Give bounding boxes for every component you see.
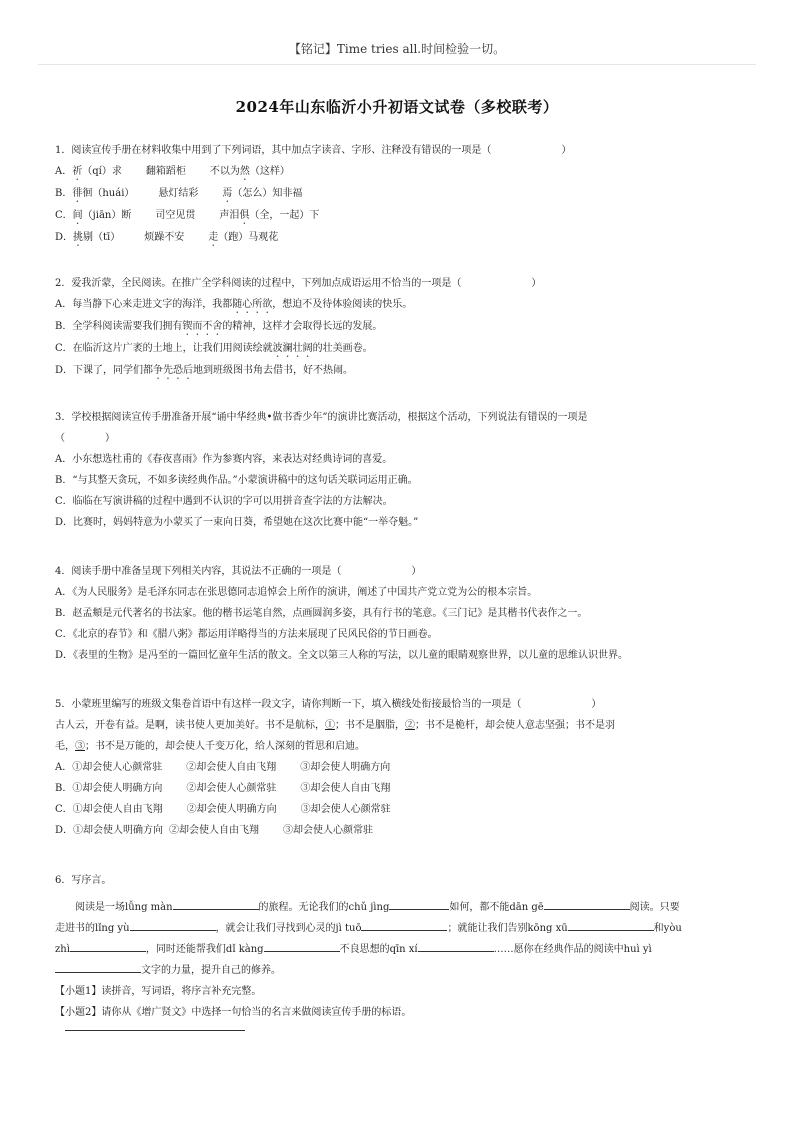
paren-close: ） xyxy=(531,278,542,289)
question-stem-text: 4．阅读手册中准备呈现下列相关内容，其说法不正确的一项是（ xyxy=(55,566,342,577)
question-3-stem: 3．学校根据阅读宣传手册准备开展“诵中华经典•做书香少年”的演讲比赛活动，根据这个活动，下列说法有错误的一项是 xyxy=(55,412,588,423)
option-c xyxy=(55,205,745,227)
option-part: ②却会使人心颜常驻 xyxy=(186,783,277,794)
dotted-char: 挑 xyxy=(73,232,84,243)
option-word: （jiān）断 xyxy=(82,210,132,221)
question-5 xyxy=(55,694,745,841)
option-word: 司空见贯 xyxy=(155,210,196,221)
preface-text: 阅读。只要 xyxy=(629,902,680,913)
header-divider xyxy=(38,64,756,65)
option-word: 徊（huái） xyxy=(82,188,135,199)
question-5-stem xyxy=(55,694,745,715)
option-word: （跑）马观花 xyxy=(218,232,279,243)
preface-text: ，就会让我们寻找到心灵的jì tuō xyxy=(215,923,362,934)
option-text: B．全学科阅读需要我们拥有 xyxy=(55,321,183,332)
option-d xyxy=(55,227,745,249)
question-1 xyxy=(55,140,745,249)
option-part: ③却会使人心颜常驻 xyxy=(283,825,374,836)
preface-text: 走进书的lǐng yù xyxy=(55,923,130,934)
option-letter: C． xyxy=(55,210,73,221)
dotted-char: 俱 xyxy=(239,210,250,221)
option-text: 的壮美画卷。 xyxy=(312,343,373,354)
preface-text: ；就能让我们告别kōng xū xyxy=(447,923,568,934)
preface-text: 的旅程。无论我们的chǔ jìng xyxy=(258,902,390,913)
option-c: C．《北京的春节》和《腊八粥》都运用详略得当的方法来展现了民风民俗的节日画卷。 xyxy=(55,629,438,640)
passage-line-1 xyxy=(55,715,745,736)
paren-open: （ xyxy=(55,433,65,444)
dotted-char: 走 xyxy=(208,232,219,243)
blank-marker-1: ① xyxy=(325,720,335,731)
option-b xyxy=(55,778,745,799)
option-word: （qí）求 xyxy=(82,166,122,177)
option-a xyxy=(55,294,745,316)
preface-text: 如何，都不能dān gē xyxy=(449,902,544,913)
option-letter: A． xyxy=(55,762,73,773)
blank-marker-3: ③ xyxy=(75,741,85,752)
paren-close: ） xyxy=(411,566,422,577)
option-letter: B． xyxy=(55,188,73,199)
fill-blank[interactable] xyxy=(568,918,654,931)
option-part: ②却会使人明确方向 xyxy=(186,804,277,815)
option-word: 烦躁不安 xyxy=(144,232,185,243)
option-b xyxy=(55,183,745,205)
preface-text: 文字的力量，提升自己的修养。 xyxy=(141,965,281,976)
fill-blank[interactable] xyxy=(130,918,216,931)
option-letter: D． xyxy=(55,825,74,836)
question-4-stem xyxy=(55,561,745,582)
fill-blank[interactable] xyxy=(418,939,494,952)
dotted-char: 然 xyxy=(239,166,250,177)
option-part: ③却会使人明确方向 xyxy=(300,762,391,773)
preface-text: 阅读是一场lǚng màn xyxy=(75,902,173,913)
question-2 xyxy=(55,273,745,382)
fill-blank[interactable] xyxy=(55,960,141,973)
option-word: （全，一起）下 xyxy=(249,210,320,221)
option-a xyxy=(55,757,745,778)
fill-blank[interactable] xyxy=(361,918,447,931)
option-word: 不以为 xyxy=(209,166,240,177)
preface-text: ，同时还能帮我们dǐ kàng xyxy=(145,944,264,955)
paren-close: ） xyxy=(105,433,115,444)
option-text: A．每当静下心来走进文字的海洋，我都 xyxy=(55,299,233,310)
question-stem-text: 1．阅读宣传手册在材料收集中用到了下列词语，其中加点字读音、字形、注释没有错误的一项是（ xyxy=(55,145,492,156)
option-text: 的精神，这样才会取得长远的发展。 xyxy=(222,321,383,332)
dotted-char: 徘 xyxy=(72,188,83,199)
option-d: D．比赛时，妈妈特意为小蒙买了一束向日葵，希望她在这次比赛中能“一举夺魁。” xyxy=(55,517,419,528)
option-letter: C． xyxy=(55,804,73,815)
option-letter: A． xyxy=(55,166,73,177)
option-part: ③却会使人心颜常驻 xyxy=(300,804,391,815)
option-c xyxy=(55,799,745,820)
dotted-char: 间 xyxy=(72,210,83,221)
sub-question-1: 【小题1】读拼音，写词语，将序言补充完整。 xyxy=(55,986,262,997)
question-6-stem: 6．写序言。 xyxy=(55,875,112,886)
option-text: 地到班级图书角去借书，好不热闹。 xyxy=(193,365,354,376)
option-a: A．小东想选杜甫的《春夜喜雨》作为参赛内容，来表达对经典诗词的喜爱。 xyxy=(55,454,393,465)
option-d xyxy=(55,820,745,841)
question-6 xyxy=(55,870,745,1023)
page-title: 2024年山东临沂小升初语文试卷（多校联考） xyxy=(235,98,559,116)
passage-text: ；书不是桅杆，却会使人意志坚强；书不是羽 xyxy=(415,720,615,731)
dotted-idiom: 波澜壮阔 xyxy=(272,343,313,354)
option-word: （怎么）知非福 xyxy=(232,188,303,199)
dotted-idiom: 锲而不舍 xyxy=(182,321,223,332)
preface-line-4 xyxy=(55,960,745,981)
option-b: B．“与其整天贪玩，不如多读经典作品。”小蒙演讲稿中的这句话关联词运用正确。 xyxy=(55,475,418,486)
question-3 xyxy=(55,407,745,533)
option-text: C．在临沂这片广袤的土地上，让我们用阅读绘就 xyxy=(55,343,273,354)
dotted-idiom: 随心所欲 xyxy=(232,299,273,310)
question-stem-text: 5．小蒙班里编写的班级文集卷首语中有这样一段文字，请你判断一下，填入横线处衔接最恰当的一项是（ xyxy=(55,699,522,710)
fill-blank[interactable] xyxy=(264,939,340,952)
preface-line-1 xyxy=(55,897,745,918)
option-word: 声泪 xyxy=(219,210,240,221)
preface-line-3 xyxy=(55,939,745,960)
passage-text: 古人云，开卷有益。是啊，读书使人更加美好。书不是航标， xyxy=(55,720,325,731)
preface-text: 不良思想的qīn xí xyxy=(339,944,418,955)
option-part: ③却会使人自由飞翔 xyxy=(300,783,391,794)
dotted-char: 焉 xyxy=(222,188,233,199)
fill-blank[interactable] xyxy=(544,897,630,910)
preface-text: zhì xyxy=(55,944,70,955)
option-word: 悬灯结彩 xyxy=(158,188,199,199)
question-stem-text: 2．爱我沂蒙，全民阅读。在推广全学科阅读的过程中，下列加点成语运用不恰当的一项是（ xyxy=(55,278,462,289)
option-word: 剔（tī） xyxy=(83,232,121,243)
option-b: B．赵孟頫是元代著名的书法家。他的楷书运笔自然，点画圆润多姿，具有行书的笔意。《三门记》是其楷书代表作之一。 xyxy=(55,608,588,619)
passage-text: 毛， xyxy=(55,741,75,752)
preface-line-2 xyxy=(55,918,745,939)
option-part: ②却会使人自由飞翔 xyxy=(169,825,260,836)
option-part: ①却会使人明确方向 xyxy=(73,825,164,836)
preface-text: 和yòu xyxy=(653,923,682,934)
option-b xyxy=(55,316,745,338)
option-a: A．《为人民服务》是毛泽东同志在张思德同志追悼会上所作的演讲，阐述了中国共产党立党为公的根本宗旨。 xyxy=(55,587,538,598)
answer-line[interactable] xyxy=(65,1030,245,1031)
option-part: ②却会使人自由飞翔 xyxy=(186,762,277,773)
option-a xyxy=(55,161,745,183)
option-letter: B． xyxy=(55,783,73,794)
dotted-char: 祈 xyxy=(72,166,83,177)
option-part: ①却会使人自由飞翔 xyxy=(72,804,163,815)
preface-text: ……愿你在经典作品的阅读中huì yì xyxy=(493,944,652,955)
option-word: 翻箱蹈柜 xyxy=(145,166,186,177)
question-2-stem xyxy=(55,273,745,294)
passage-line-2 xyxy=(55,736,745,757)
fill-blank[interactable] xyxy=(389,897,449,910)
question-4 xyxy=(55,561,745,666)
option-text: D．下课了，同学们都 xyxy=(55,365,154,376)
option-d: D．《表里的生物》是冯至的一篇回忆童年生活的散文。全文以第三人称的写法，以儿童的眼睛观察世界，以儿童的思维认识世界。 xyxy=(55,650,629,661)
option-part: ①却会使人心颜常驻 xyxy=(72,762,163,773)
blank-marker-2: ② xyxy=(405,720,415,731)
option-c: C．临临在写演讲稿的过程中遇到不认识的字可以用拼音查字法的方法解决。 xyxy=(55,496,393,507)
question-3-paren xyxy=(55,428,745,449)
option-word: （这样） xyxy=(249,166,290,177)
fill-blank[interactable] xyxy=(173,897,259,910)
sub-question-2: 【小题2】请你从《增广贤文》中选择一句恰当的名言来做阅读宣传手册的标语。 xyxy=(55,1007,412,1018)
fill-blank[interactable] xyxy=(70,939,146,952)
dotted-idiom: 争先恐后 xyxy=(153,365,194,376)
option-text: ，想迫不及待体验阅读的快乐。 xyxy=(272,299,413,310)
question-1-stem xyxy=(55,140,745,161)
paren-close: ） xyxy=(561,145,572,156)
option-c xyxy=(55,338,745,360)
passage-text: ；书不是胭脂， xyxy=(335,720,405,731)
motto-header: 【铭记】Time tries all.时间检验一切。 xyxy=(288,42,506,56)
option-d xyxy=(55,360,745,382)
passage-text: ；书不是万能的，却会使人千变万化，给人深刻的哲思和启迪。 xyxy=(85,741,365,752)
paren-close: ） xyxy=(591,699,602,710)
option-letter: D． xyxy=(55,232,74,243)
option-part: ①却会使人明确方向 xyxy=(72,783,163,794)
